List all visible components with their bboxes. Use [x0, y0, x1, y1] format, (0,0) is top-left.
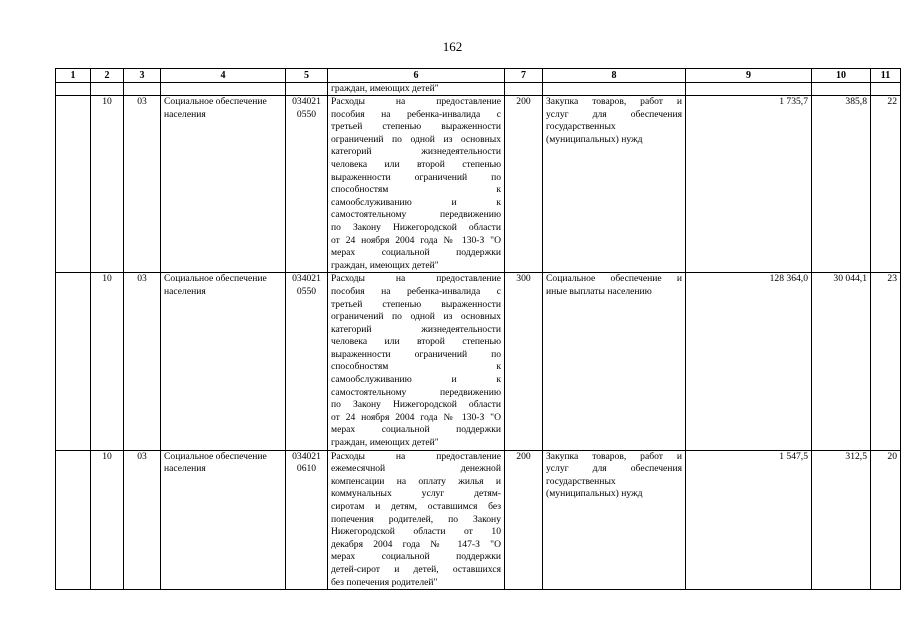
row-col-1	[56, 273, 91, 450]
subsection-name: Социальное обеспечение населения	[161, 96, 286, 273]
expense-type-code: 300	[505, 273, 543, 450]
col-header-9: 9	[686, 69, 812, 83]
table-row	[56, 273, 901, 450]
text-line: третьей степенью выраженности	[331, 121, 501, 133]
text-line: третьей степенью выраженности	[331, 298, 501, 310]
expense-description	[328, 96, 505, 273]
amount-col-9: 128 364,0	[686, 273, 812, 450]
col-header-3: 3	[124, 69, 161, 83]
text-line: самостоятельному передвижению	[331, 386, 501, 398]
amount-col-10: 30 044,1	[812, 273, 871, 450]
subsection-name: Социальное обеспечение населения	[161, 450, 286, 590]
text-line: самостоятельному передвижению	[331, 209, 501, 221]
text-line: без попечения родителей"	[331, 576, 438, 588]
text-line: ограничений по одной из основных	[331, 311, 501, 323]
text-line: от 24 ноября 2004 года № 130-З "О	[331, 234, 501, 246]
col-header-6: 6	[328, 69, 505, 83]
value-col-11: 23	[871, 273, 901, 450]
col-header-4: 4	[161, 69, 286, 83]
text-line: Закупка товаров, работ и	[546, 450, 682, 462]
text-line: выраженности ограничений по	[331, 348, 501, 360]
text-line: компенсации на оплату жилья и	[331, 475, 501, 487]
col-header-10: 10	[812, 69, 871, 83]
col-header-7: 7	[505, 69, 543, 83]
text-line: государственных	[546, 475, 616, 487]
expense-type-name	[543, 450, 686, 590]
text-line: Социальное обеспечение и	[546, 273, 682, 285]
page-number: 162	[442, 39, 463, 54]
text-line: иные выплаты населению	[546, 285, 652, 297]
text-line: граждан, имеющих детей"	[331, 437, 439, 449]
text-line: коммунальных услуг детям-	[331, 488, 501, 500]
continuation-text: граждан, имеющих детей"	[328, 83, 505, 96]
text-line: пособия на ребенка-инвалида с	[331, 285, 501, 297]
text-line: самообслуживанию и к	[331, 196, 501, 208]
text-line: (муниципальных) нужд	[546, 133, 643, 145]
text-line: способностям к	[331, 184, 501, 196]
continuation-row	[56, 83, 901, 96]
text-line: Закупка товаров, работ и	[546, 96, 682, 107]
text-line: Расходы на предоставление	[331, 273, 501, 285]
text-line: человека или второй степенью	[331, 336, 501, 348]
value-col-11: 20	[871, 450, 901, 590]
expense-type-code: 200	[505, 96, 543, 273]
text-line: мерах социальной поддержки	[331, 551, 501, 563]
col-header-2: 2	[91, 69, 124, 83]
text-line: по Закону Нижегородской области	[331, 221, 501, 233]
table-row	[56, 450, 901, 590]
col-header-11: 11	[871, 69, 901, 83]
text-line: услуг для обеспечения	[546, 108, 682, 120]
text-line: попечения родителей, по Закону	[331, 513, 501, 525]
text-line: выраженности ограничений по	[331, 171, 501, 183]
amount-col-10: 385,8	[812, 96, 871, 273]
subsection-code: 03	[124, 96, 161, 273]
section-code: 10	[91, 96, 124, 273]
text-line: мерах социальной поддержки	[331, 424, 501, 436]
target-article-code: 034021 0610	[286, 450, 328, 590]
col-header-8: 8	[543, 69, 686, 83]
text-line: мерах социальной поддержки	[331, 247, 501, 259]
text-line: ежемесячной денежной	[331, 463, 501, 475]
target-article-code: 034021 0550	[286, 96, 328, 273]
text-line: категорий жизнедеятельности	[331, 146, 501, 158]
text-line: государственных	[546, 121, 616, 133]
subsection-code: 03	[124, 273, 161, 450]
col-header-1: 1	[56, 69, 91, 83]
value-col-11: 22	[871, 96, 901, 273]
text-line: самообслуживанию и к	[331, 374, 501, 386]
row-col-1	[56, 450, 91, 590]
text-line: (муниципальных) нужд	[546, 488, 643, 500]
section-code: 10	[91, 450, 124, 590]
expense-type-name	[543, 273, 686, 450]
section-code: 10	[91, 273, 124, 450]
text-line: граждан, имеющих детей"	[331, 259, 439, 271]
expense-description	[328, 273, 505, 450]
amount-col-9: 1 735,7	[686, 96, 812, 273]
text-line: по Закону Нижегородской области	[331, 399, 501, 411]
text-line: Нижегородской области от 10	[331, 526, 501, 538]
amount-col-10: 312,5	[812, 450, 871, 590]
budget-table	[55, 68, 901, 590]
expense-type-code: 200	[505, 450, 543, 590]
subsection-name: Социальное обеспечение населения	[161, 273, 286, 450]
subsection-code: 03	[124, 450, 161, 590]
text-line: пособия на ребенка-инвалида с	[331, 108, 501, 120]
table-row	[56, 96, 901, 273]
row-col-1	[56, 96, 91, 273]
text-line: услуг для обеспечения	[546, 463, 682, 475]
col-header-5: 5	[286, 69, 328, 83]
text-line: декабря 2004 года № 147-З "О	[331, 538, 501, 550]
text-line: человека или второй степенью	[331, 158, 501, 170]
header-row	[56, 69, 901, 83]
text-line: способностям к	[331, 361, 501, 373]
text-line: детей-сирот и детей, оставшихся	[331, 563, 501, 575]
expense-description	[328, 450, 505, 590]
text-line: от 24 ноября 2004 года № 130-З "О	[331, 411, 501, 423]
amount-col-9: 1 547,5	[686, 450, 812, 590]
text-line: ограничений по одной из основных	[331, 133, 501, 145]
text-line: Расходы на предоставление	[331, 96, 501, 107]
target-article-code: 034021 0550	[286, 273, 328, 450]
text-line: сиротам и детям, оставшимся без	[331, 501, 501, 512]
text-line: категорий жизнедеятельности	[331, 323, 501, 335]
expense-type-name	[543, 96, 686, 273]
text-line: Расходы на предоставление	[331, 450, 501, 462]
